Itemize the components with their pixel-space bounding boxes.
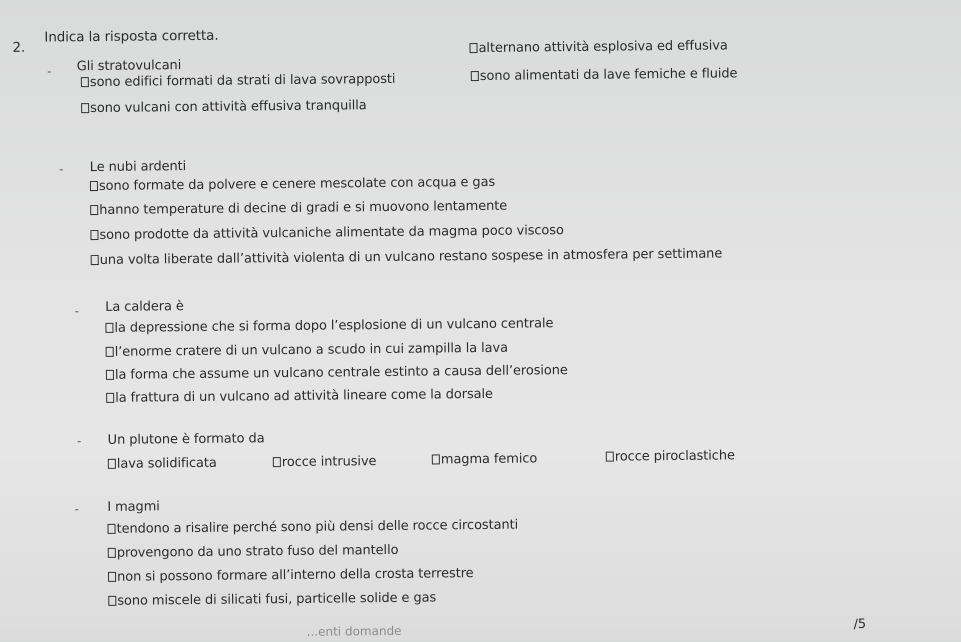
checkbox[interactable]: [105, 323, 113, 333]
checkbox[interactable]: [91, 255, 99, 265]
checkbox[interactable]: [90, 230, 98, 240]
checkbox[interactable]: [108, 596, 116, 606]
section-title: Gli stratovulcani: [76, 58, 182, 75]
option[interactable]: sono alimentati da lave femiche e fluide: [471, 66, 738, 84]
section-bullet: [60, 169, 63, 170]
option[interactable]: sono formate da polvere e cenere mescolate con acqua e gas: [90, 175, 495, 194]
option[interactable]: alternano attività esplosiva ed effusiva: [469, 38, 727, 56]
option[interactable]: rocce intrusive: [273, 454, 377, 470]
option[interactable]: magma femico: [432, 451, 538, 467]
checkbox[interactable]: [273, 457, 281, 467]
score-label: /5: [853, 616, 867, 633]
checkbox[interactable]: [106, 347, 114, 357]
checkbox[interactable]: [90, 205, 98, 215]
checkbox[interactable]: [106, 393, 114, 403]
checkbox[interactable]: [108, 459, 116, 469]
section-title: I magmi: [107, 499, 160, 515]
checkbox[interactable]: [469, 43, 477, 53]
checkbox[interactable]: [108, 572, 116, 582]
option[interactable]: rocce piroclastiche: [606, 448, 735, 464]
checkbox[interactable]: [432, 454, 440, 464]
section-bullet: [78, 441, 81, 442]
checkbox[interactable]: [81, 77, 89, 87]
option[interactable]: la depressione che si forma dopo l’esplosione di un vulcano centrale: [105, 316, 553, 336]
question-number: 2.: [12, 39, 26, 56]
question-instruction: Indica la risposta corretta.: [44, 27, 219, 46]
option[interactable]: lava solidificata: [108, 456, 217, 472]
option[interactable]: hanno temperature di decine di gradi e si muovono lentamente: [90, 199, 507, 218]
section-bullet: [48, 71, 51, 72]
option[interactable]: l’enorme cratere di un vulcano a scudo in cui zampilla la lava: [106, 341, 508, 360]
section-bullet: [75, 509, 78, 510]
footer-fragment: ...enti domande: [306, 623, 402, 639]
checkbox[interactable]: [107, 524, 115, 534]
checkbox[interactable]: [471, 71, 479, 81]
option[interactable]: sono prodotte da attività vulcaniche alimentate da magma poco viscoso: [90, 223, 563, 243]
option[interactable]: la forma che assume un vulcano centrale estinto a causa dell’erosione: [106, 363, 568, 383]
option[interactable]: sono vulcani con attività effusiva tranquilla: [81, 98, 367, 116]
option[interactable]: tendono a risalire perché sono più densi delle rocce circostanti: [107, 518, 518, 537]
section-title: Le nubi ardenti: [89, 159, 187, 176]
option[interactable]: provengono da uno strato fuso del mantello: [108, 543, 399, 561]
section-title: La caldera è: [105, 299, 184, 315]
option[interactable]: non si possono formare all’interno della crosta terrestre: [108, 566, 474, 585]
option[interactable]: sono edifici formati da strati di lava sovrapposti: [81, 72, 396, 90]
section-title: Un plutone è formato da: [107, 431, 265, 448]
checkbox[interactable]: [108, 548, 116, 558]
option[interactable]: sono miscele di silicati fusi, particelle solide e gas: [108, 590, 436, 608]
checkbox[interactable]: [606, 452, 614, 462]
checkbox[interactable]: [106, 370, 114, 380]
section-bullet: [75, 311, 78, 312]
checkbox[interactable]: [90, 181, 98, 191]
checkbox[interactable]: [81, 103, 89, 113]
option[interactable]: la frattura di un vulcano ad attività lineare come la dorsale: [106, 387, 493, 406]
option[interactable]: una volta liberate dall’attività violenta di un vulcano restano sospese in atmosfera per settimane: [91, 246, 723, 268]
